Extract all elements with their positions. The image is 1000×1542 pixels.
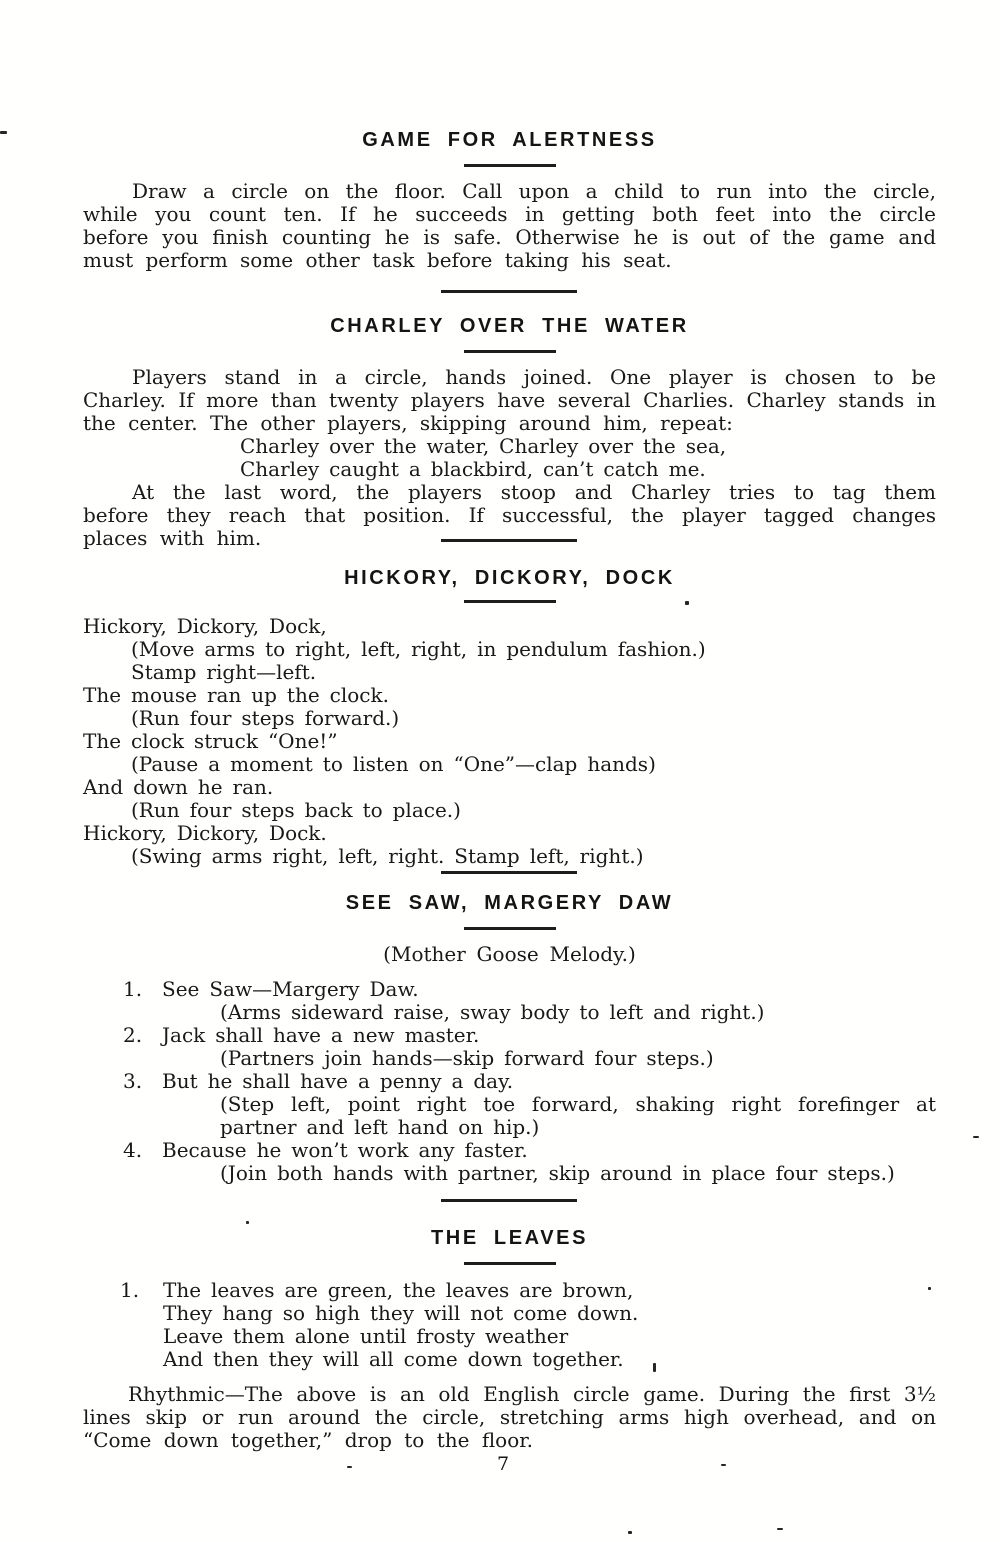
instruction-line: (Move arms to right, left, right, in pendulum fashion.): [131, 637, 706, 661]
ink-speck: [928, 1287, 931, 1290]
heading-rule: [464, 600, 556, 603]
section-divider: [441, 290, 577, 293]
verse-line: The leaves are green, the leaves are brown,: [163, 1278, 634, 1302]
hickory-rhyme: [83, 615, 936, 868]
instruction-line: (Run four steps forward.): [131, 706, 400, 730]
section-title-leaves: THE LEAVES: [430, 1227, 589, 1249]
ink-speck: [973, 1136, 979, 1138]
item-number: 3.: [123, 1069, 143, 1093]
section-divider: [441, 1199, 577, 1202]
section-game-for-alertness: [83, 128, 936, 272]
ink-speck: [721, 1464, 726, 1466]
instruction-line: Stamp right—left.: [131, 660, 317, 684]
item-text: But he shall have a penny a day.: [162, 1069, 514, 1093]
page-number: 7: [496, 1453, 510, 1475]
instruction-line: (Step left, point right toe forward, shaking right forefinger at partner and left hand on hip.): [220, 1092, 936, 1139]
instruction-line: (Partners join hands—skip forward four steps.): [220, 1046, 714, 1070]
verse-line: Leave them alone until frosty weather: [163, 1324, 569, 1348]
ink-speck: [347, 1466, 352, 1468]
heading-rule: [464, 1262, 556, 1265]
item-text: See Saw—Margery Daw.: [162, 977, 419, 1001]
rhyme-line: The clock struck “One!”: [83, 729, 338, 753]
section-see-saw-margery-daw: [83, 891, 936, 1185]
verse-line: They hang so high they will not come down.: [163, 1301, 639, 1325]
item-number: 1.: [123, 977, 143, 1001]
paragraph-charley-outro: At the last word, the players stoop and Charley tries to tag them before they reach that position. If successful, the player tagged changes places with him.: [83, 480, 936, 550]
list-item: [83, 1024, 936, 1070]
rhyme-line: The mouse ran up the clock.: [83, 683, 389, 707]
item-text: Because he won’t work any faster.: [162, 1138, 528, 1162]
section-title-hickory: HICKORY, DICKORY, DOCK: [344, 567, 675, 589]
section-charley-over-the-water: [83, 314, 936, 550]
ink-speck: [777, 1528, 783, 1530]
instruction-line: (Swing arms right, left, right. Stamp left, right.): [131, 844, 644, 868]
section-title-game-for-alertness: GAME FOR ALERTNESS: [362, 129, 657, 151]
ink-speck: [653, 1363, 656, 1372]
charley-verse: [240, 435, 936, 481]
paragraph-alertness-body: Draw a circle on the floor. Call upon a child to run into the circle, while you count ten. If he succeeds in getting both feet into the circle before you finish counting he is safe. Otherwise he is out of the game and must perform some other task before taking his seat.: [83, 179, 936, 272]
ink-speck: [628, 1531, 632, 1534]
verse-line: Charley caught a blackbird, can’t catch me.: [240, 457, 706, 481]
rhyme-line: Hickory, Dickory, Dock.: [83, 821, 327, 845]
heading-rule: [464, 927, 556, 930]
rhyme-line: And down he ran.: [83, 775, 274, 799]
verse-line: Charley over the water, Charley over the sea,: [240, 434, 727, 458]
section-divider: [441, 871, 577, 874]
instruction-line: (Pause a moment to listen on “One”—clap hands): [131, 752, 656, 776]
paragraph-charley-intro: Players stand in a circle, hands joined. One player is chosen to be Charley. If more than twenty players have several Charlies. Charley stands in the center. The other players, skipping around him, repeat:: [83, 365, 936, 435]
paragraph-leaves-note: Rhythmic—The above is an old English circle game. During the first 3½ lines skip or run around the circle, stretching arms high overhead, and on “Come down together,” drop to the floor.: [83, 1382, 936, 1452]
list-item: [83, 978, 936, 1024]
section-the-leaves: [83, 1226, 936, 1452]
section-divider: [441, 539, 577, 542]
verse-line: And then they will all come down together.: [163, 1347, 624, 1371]
ink-speck: [685, 601, 689, 605]
section-title-charley: CHARLEY OVER THE WATER: [330, 315, 689, 337]
seesaw-list: [83, 978, 936, 1185]
item-number: 1.: [120, 1278, 140, 1302]
item-number: 4.: [123, 1138, 143, 1162]
leaves-verse: [83, 1279, 936, 1371]
list-item: [83, 1070, 936, 1139]
seesaw-subtitle: (Mother Goose Melody.): [383, 942, 636, 966]
instruction-line: (Join both hands with partner, skip around in place four steps.): [220, 1161, 895, 1185]
list-item: [83, 1139, 936, 1185]
heading-rule: [464, 350, 556, 353]
ink-speck: [246, 1221, 249, 1224]
item-number: 2.: [123, 1023, 143, 1047]
rhyme-line: Hickory, Dickory, Dock,: [83, 614, 327, 638]
instruction-line: (Arms sideward raise, sway body to left and right.): [220, 1000, 765, 1024]
instruction-line: (Run four steps back to place.): [131, 798, 461, 822]
section-title-seesaw: SEE SAW, MARGERY DAW: [345, 892, 674, 914]
section-hickory-dickory-dock: [83, 566, 936, 868]
item-text: Jack shall have a new master.: [162, 1023, 480, 1047]
heading-rule: [464, 164, 556, 167]
ink-speck: [0, 131, 7, 134]
